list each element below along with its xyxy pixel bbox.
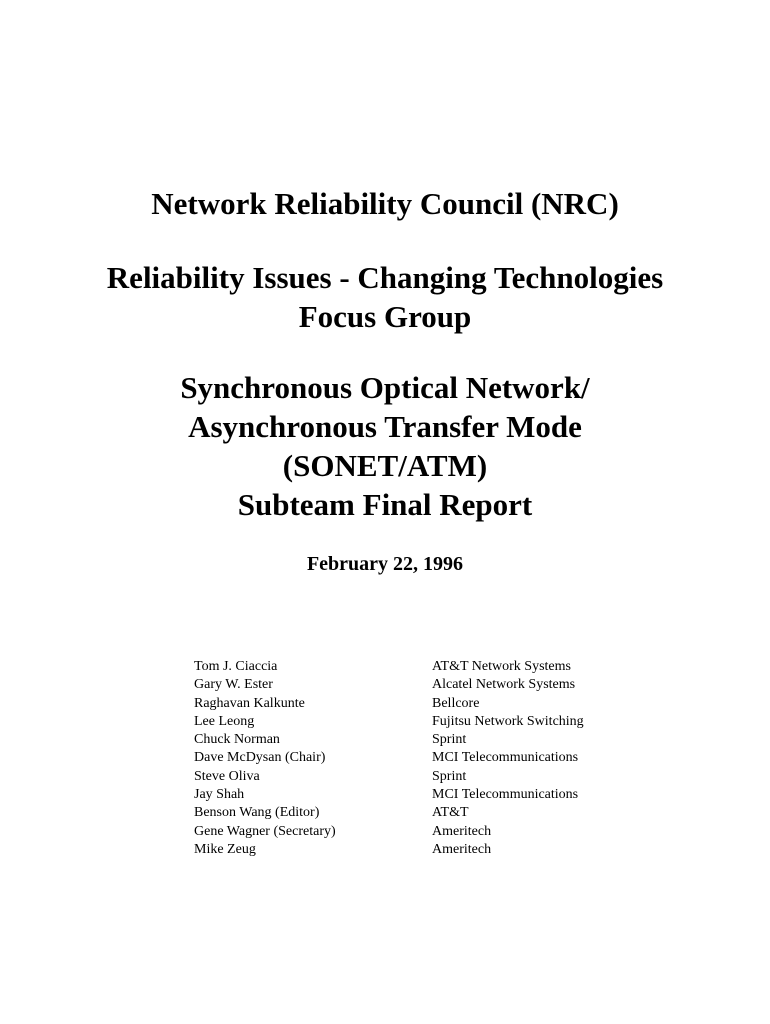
- organization-title-text: Network Reliability Council (NRC): [151, 186, 619, 221]
- member-row: [194, 804, 654, 822]
- member-organization: Sprint: [432, 768, 467, 784]
- report-title-line-1: Synchronous Optical Network/: [180, 370, 590, 405]
- member-name: Chuck Norman: [194, 732, 280, 748]
- member-row: [194, 676, 654, 694]
- organization-title: [0, 184, 770, 223]
- member-organization: Sprint: [432, 732, 467, 748]
- report-title-line-3: (SONET/ATM): [282, 448, 488, 483]
- focus-group-title-line-2: Focus Group: [298, 299, 472, 334]
- report-title-line-2: Asynchronous Transfer Mode: [188, 409, 582, 444]
- member-organization: Ameritech: [432, 823, 492, 839]
- member-row: [194, 823, 654, 841]
- member-row: [194, 658, 654, 676]
- report-date: February 22, 1996: [306, 553, 464, 575]
- member-list: [194, 658, 654, 859]
- member-organization: AT&T: [432, 805, 469, 821]
- focus-group-title: [0, 258, 770, 336]
- member-organization: Ameritech: [432, 841, 492, 857]
- member-organization: AT&T Network Systems: [432, 659, 571, 674]
- member-row: [194, 731, 654, 749]
- member-row: [194, 768, 654, 786]
- focus-group-title-line-1: Reliability Issues - Changing Technologies: [106, 260, 664, 295]
- member-row: [194, 786, 654, 804]
- member-name: Jay Shah: [194, 787, 245, 803]
- report-title: [0, 368, 770, 524]
- member-organization: Alcatel Network Systems: [432, 677, 576, 693]
- member-name: Steve Oliva: [194, 768, 260, 784]
- member-name: Raghavan Kalkunte: [194, 695, 305, 711]
- member-name: Gene Wagner (Secretary): [194, 823, 336, 839]
- member-row: [194, 713, 654, 731]
- member-organization: MCI Telecommunications: [432, 787, 579, 803]
- member-organization: Fujitsu Network Switching: [432, 713, 584, 729]
- member-name: Tom J. Ciaccia: [194, 659, 278, 674]
- member-row: [194, 695, 654, 713]
- member-name: Mike Zeug: [194, 841, 256, 857]
- member-row: [194, 841, 654, 859]
- member-name: Dave McDysan (Chair): [194, 750, 326, 766]
- member-name: Gary W. Ester: [194, 677, 273, 693]
- member-name: Benson Wang (Editor): [194, 805, 320, 821]
- report-title-line-4: Subteam Final Report: [237, 487, 533, 522]
- member-organization: MCI Telecommunications: [432, 750, 579, 766]
- member-row: [194, 749, 654, 767]
- member-name: Lee Leong: [194, 713, 255, 729]
- member-organization: Bellcore: [432, 695, 480, 711]
